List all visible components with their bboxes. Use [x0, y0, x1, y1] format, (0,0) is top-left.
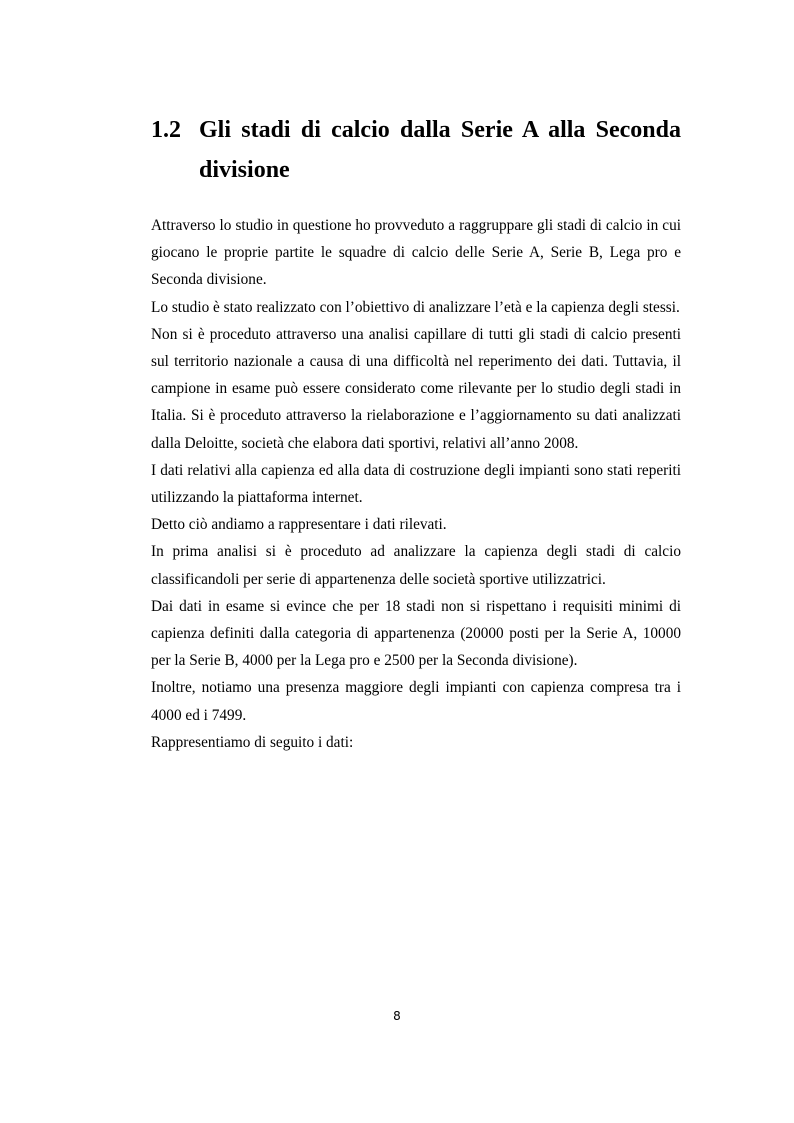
paragraph: Lo studio è stato realizzato con l’obiettivo di analizzare l’età e la capienza degli stessi. — [151, 298, 680, 316]
page-number: 8 — [393, 1009, 401, 1023]
paragraph: Inoltre, notiamo una presenza maggiore degli impianti con capienza compresa tra i 4000 ed i 7499. — [151, 679, 681, 724]
paragraph: Detto ciò andiamo a rappresentare i dati rilevati. — [151, 516, 447, 534]
section-title: Gli stadi di calcio dalla Serie A alla Seconda divisione — [199, 117, 681, 183]
paragraph: In prima analisi si è proceduto ad analizzare la capienza degli stadi di calcio classificandoli per serie di appartenenza delle società sportive utilizzatrici. — [151, 543, 681, 588]
paragraph: Attraverso lo studio in questione ho provveduto a raggruppare gli stadi di calcio in cui giocano le proprie partite le squadre di calcio delle Serie A, Serie B, Lega pro e Seconda divisione. — [151, 217, 681, 289]
section-number: 1.2 — [151, 117, 181, 143]
paragraph: Rappresentiamo di seguito i dati: — [151, 733, 354, 751]
paragraph: Non si è proceduto attraverso una analisi capillare di tutti gli stadi di calcio presenti sul territorio nazionale a causa di una difficoltà nel reperimento dei dati. Tuttavia, il campione in esame può essere considerato come rilevante per lo studio degli stadi in Italia. Si è proceduto attraverso la rielaborazione e l’aggiornamento su dati analizzati dalla Deloitte, società che elabora dati sportivi, relativi all’anno 2008. — [151, 325, 681, 452]
paragraph: Dai dati in esame si evince che per 18 stadi non si rispettano i requisiti minimi di capienza definiti dalla categoria di appartenenza (20000 posti per la Serie A, 10000 per la Serie B, 4000 per la Lega pro e 2500 per la Seconda divisione). — [151, 597, 681, 670]
section-heading — [151, 110, 681, 190]
paragraph: I dati relativi alla capienza ed alla data di costruzione degli impianti sono stati reperiti utilizzando la piattaforma internet. — [151, 461, 681, 507]
body-text — [151, 212, 681, 756]
